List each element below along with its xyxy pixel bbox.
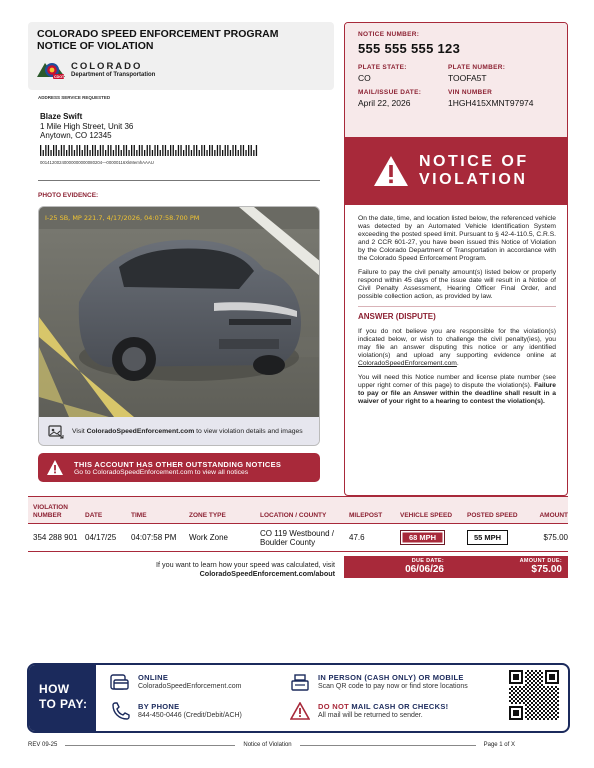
violation-number: 354 288 901 — [33, 533, 78, 542]
milepost: 47.6 — [349, 533, 365, 542]
in-person-text: Scan QR code to pay now or find store locations — [318, 683, 468, 690]
vin-label: VIN NUMBER — [448, 89, 493, 96]
colorado-logo — [37, 57, 325, 81]
footer-rule-left — [65, 745, 235, 746]
cash-register-icon — [290, 673, 310, 691]
notice-panel — [344, 22, 568, 496]
violation-details-link[interactable]: ColoradoSpeedEnforcement.com — [86, 427, 195, 435]
logo-state-text: COLORADO — [71, 60, 143, 72]
violation-table — [28, 496, 568, 552]
waiver-warning: Failure to pay or file an Answer within the deadline shall result in a waiver of your right to a hearing to contest the violation(s). — [358, 381, 556, 405]
notice-of-violation-banner — [345, 137, 567, 205]
plate-number: TOOFA5T — [448, 73, 487, 83]
due-date: 06/06/26 — [405, 564, 444, 575]
page-number: Page 1 of X — [483, 742, 515, 748]
cdot-badge-text: CDOT — [54, 75, 65, 80]
photo-timestamp: I-25 SB, MP 221.7, 4/17/2026, 04:07:58.700 PM — [45, 214, 200, 222]
amount-due-label: AMOUNT DUE: — [519, 558, 562, 564]
violation-amount: $75.00 — [543, 533, 568, 542]
notice-number: 555 555 555 123 — [358, 41, 461, 56]
how-to-pay-line-2: TO PAY: — [39, 697, 88, 711]
how-to-pay-title — [29, 665, 96, 731]
table-row — [28, 524, 568, 552]
footer-rule-right — [300, 745, 476, 746]
header-block — [28, 22, 334, 90]
photo-evidence-label: PHOTO EVIDENCE: — [38, 192, 99, 199]
photo-evidence-card — [38, 206, 320, 446]
address-line-1: 1 Mile High Street, Unit 36 — [40, 121, 134, 131]
banner-line-1: NOTICE OF — [419, 153, 529, 170]
vehicle-speed-badge: 68 MPH — [400, 530, 445, 545]
warning-icon — [46, 459, 64, 476]
photo-footer-text — [72, 428, 303, 437]
notice-body — [345, 205, 567, 406]
notice-title: NOTICE OF VIOLATION — [37, 40, 154, 52]
barcode-number: 00141200240000000000080204—00000116XkMemhAAAU — [40, 160, 154, 165]
col-location: LOCATION / COUNTY — [260, 511, 327, 519]
phone-number[interactable]: 844-450-0446 (Credit/Debit/ACH) — [138, 712, 242, 719]
notice-paragraph-2: Failure to pay the civil penalty amount(s) listed below or properly respond within 45 days of the issue date will result in a Notice of Civil Penalty Assessment, Hearing Officer Final Order, and possible collection action, as provided by law. — [358, 268, 556, 300]
photo-footer-suffix: to view violation details and images — [194, 427, 303, 435]
dispute-instructions: You will need this Notice number and license plate number (see upper right corner of this page) to dispute the violation(s). — [358, 373, 556, 389]
address-divider — [38, 180, 320, 181]
photo-footer-prefix: Visit — [72, 427, 87, 435]
no-mail-text: All mail will be returned to sender. — [318, 712, 423, 719]
col-violation-number: VIOLATION NUMBER — [33, 504, 68, 519]
how-to-pay-section — [27, 663, 570, 733]
zone-type: Work Zone — [189, 533, 228, 542]
vehicle-photo — [39, 207, 320, 417]
cdot-logo-icon — [37, 57, 65, 81]
mail-date: April 22, 2026 — [358, 98, 411, 108]
banner-line-2: VIOLATION — [419, 171, 528, 188]
no-mail-do-not: DO NOT — [318, 702, 349, 711]
footer-title: Notice of Violation — [243, 742, 292, 748]
outstanding-subtitle: Go to ColoradoSpeedEnforcement.com to view all notices — [74, 468, 249, 476]
violation-time: 04:07:58 PM — [131, 533, 177, 542]
plate-number-label: PLATE NUMBER: — [448, 64, 506, 71]
image-link-icon — [48, 424, 64, 440]
no-mail-rest: MAIL CASH OR CHECKS! — [348, 702, 449, 711]
answer-text: If you do not believe you are responsible for the violation(s) indicated below, or wish to challenge the civil penalty(ies), you may file an answer disputing this notice or any identified violation(s) and upload any supporting evidence online at — [358, 328, 556, 360]
phone-icon — [110, 702, 130, 720]
notice-info — [345, 23, 567, 137]
program-title: COLORADO SPEED ENFORCEMENT PROGRAM — [37, 28, 279, 40]
vin-number: 1HGH415XMNT97974 — [448, 98, 534, 108]
speed-calculation-note — [90, 560, 335, 578]
col-date: DATE — [85, 511, 103, 519]
warning-icon — [373, 154, 409, 188]
pay-in-person[interactable] — [290, 673, 468, 691]
outstanding-title: THIS ACCOUNT HAS OTHER OUTSTANDING NOTICES — [74, 459, 282, 469]
mailing-address — [40, 112, 133, 141]
answer-heading: ANSWER (DISPUTE) — [358, 311, 436, 321]
photo-footer — [39, 417, 319, 446]
outstanding-notices-banner[interactable] — [38, 453, 320, 482]
warning-icon — [290, 702, 310, 720]
postal-barcode — [40, 145, 258, 156]
payment-qr-code[interactable] — [509, 670, 561, 726]
no-mail-heading — [318, 702, 448, 711]
col-amount: AMOUNT — [539, 511, 568, 519]
notice-number-label: NOTICE NUMBER: — [358, 31, 420, 38]
plate-state-label: PLATE STATE: — [358, 64, 407, 71]
violation-table-header — [28, 496, 568, 524]
page-footer — [28, 742, 568, 748]
col-time: TIME — [131, 511, 147, 519]
dispute-link[interactable]: ColoradoSpeedEnforcement.com — [358, 360, 457, 368]
col-milepost: MILEPOST — [349, 511, 383, 519]
online-payment-icon — [110, 673, 130, 691]
online-heading: ONLINE — [138, 673, 169, 682]
address-line-2: Anytown, CO 12345 — [40, 131, 112, 140]
notice-paragraph-1: On the date, time, and location listed below, the referenced vehicle was detected by an Automated Vehicle Identification System exceeding the posted speed limit. Pursuant to § 42-4-110.5, C.R.S. and 2 CCR 601-27, you have been issued this Notice of Violation by the Colorado Department of Transportation in accordance with the Colorado Speed Enforcement Program. — [358, 215, 557, 263]
logo-dept-text: Department of Transportation — [71, 71, 156, 78]
in-person-heading: IN PERSON (CASH ONLY) OR MOBILE — [318, 673, 464, 682]
col-posted-speed: POSTED SPEED — [467, 511, 518, 519]
revision-number: REV 09-25 — [28, 742, 58, 748]
how-to-pay-line-1: HOW — [39, 682, 70, 696]
pay-online[interactable] — [110, 673, 242, 691]
pay-by-phone[interactable] — [110, 702, 242, 720]
posted-speed-badge: 55 MPH — [467, 530, 508, 545]
section-divider — [358, 306, 556, 307]
speed-calc-text: If you want to learn how your speed was calculated, visit — [156, 560, 335, 569]
phone-heading: BY PHONE — [138, 702, 180, 711]
col-vehicle-speed: VEHICLE SPEED — [400, 511, 453, 519]
address-service-requested: ADDRESS SERVICE REQUESTED — [38, 95, 111, 100]
violation-date: 04/17/25 — [85, 533, 117, 542]
recipient-name: Blaze Swift — [40, 112, 83, 121]
amount-due: $75.00 — [531, 564, 562, 575]
plate-state: CO — [358, 73, 371, 83]
location — [260, 529, 349, 547]
col-zone-type: ZONE TYPE — [189, 511, 226, 519]
notice-paragraph-3: If you do not believe you are responsible for the violation(s) indicated below, or wish to challenge the civil penalty(ies), you may file an answer disputing this notice or any identified violation(s) and upload any supporting evidence online at ColoradoSpeedEnforcement.com. — [358, 328, 556, 368]
location-line-2: Boulder County — [260, 537, 316, 547]
online-url[interactable]: ColoradoSpeedEnforcement.com — [138, 683, 242, 690]
due-date-label: DUE DATE: — [411, 558, 444, 564]
speed-calc-link[interactable]: ColoradoSpeedEnforcement.com/about — [199, 569, 335, 578]
vehicle-image — [39, 207, 320, 417]
notice-paragraph-4 — [358, 374, 556, 406]
location-line-1: CO 119 Westbound / — [260, 528, 334, 538]
due-box — [344, 556, 568, 578]
mail-date-label: MAIL/ISSUE DATE: — [358, 89, 422, 96]
no-mail-warning — [290, 702, 448, 720]
